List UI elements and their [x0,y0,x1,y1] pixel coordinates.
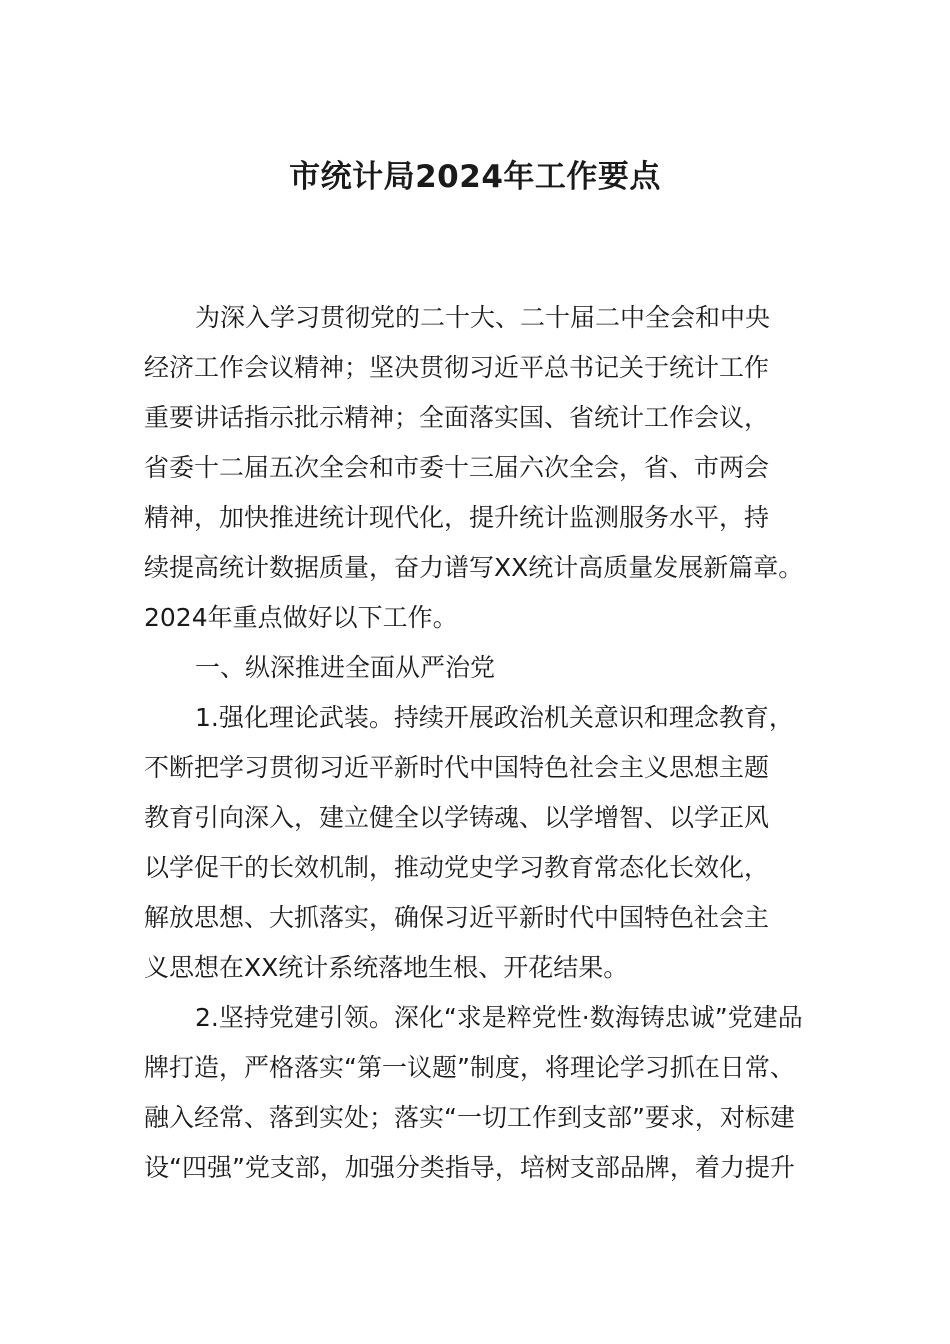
text-line: 牌打造，严格落实“第一议题”制度，将理论学习抓在日常、 [144,1053,795,1082]
text-line: 省委十二届五次全会和市委十三届六次全会，省、市两会 [144,453,770,482]
text-line: 经济工作会议精神；坚决贯彻习近平总书记关于统计工作 [144,353,770,382]
text-line: 设“四强”党支部，加强分类指导，培树支部品牌，着力提升 [144,1153,795,1182]
text-line: 以学促干的长效机制，推动党史学习教育常态化长效化， [144,853,770,882]
text-line: 义思想在XX统计系统落地生根、开花结果。 [144,953,629,982]
text-line: 精神，加快推进统计现代化，提升统计监测服务水平，持 [144,503,770,532]
document-title: 市统计局2024年工作要点 [289,159,661,195]
text-line: 重要讲话指示批示精神；全面落实国、省统计工作会议， [144,403,770,432]
text-line: 教育引向深入，建立健全以学铸魂、以学增智、以学正风 [144,803,770,832]
text-line: 2.坚持党建引领。深化“求是粹党性·数海铸忠诚”党建品 [195,1003,803,1032]
text-line: 续提高统计数据质量，奋力谱写XX统计高质量发展新篇章。 [144,553,804,582]
text-line: 为深入学习贯彻党的二十大、二十届二中全会和中央 [195,303,771,332]
text-line: 1.强化理论武装。持续开展政治机关意识和理念教育， [195,703,794,732]
document-body [144,293,810,1193]
text-line: 2024年重点做好以下工作。 [144,603,458,632]
text-line: 不断把学习贯彻习近平新时代中国特色社会主义思想主题 [144,753,770,782]
text-line: 解放思想、大抓落实，确保习近平新时代中国特色社会主 [144,903,770,932]
text-line: 一、纵深推进全面从严治党 [195,653,496,682]
text-line: 融入经常、落到实处；落实“一切工作到支部”要求，对标建 [144,1103,795,1132]
